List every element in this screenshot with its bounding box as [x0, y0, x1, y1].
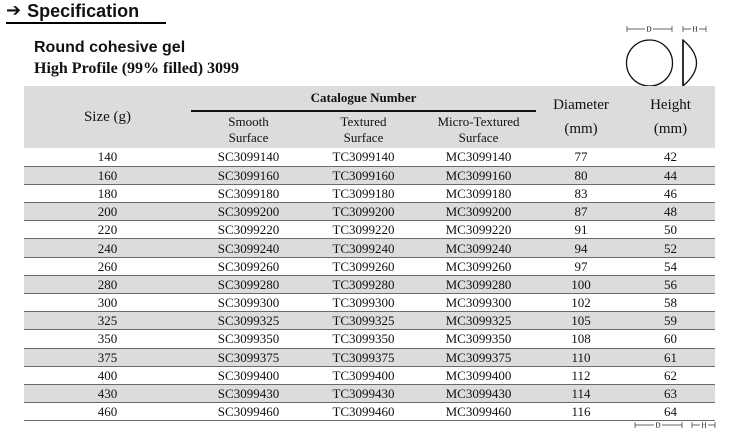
footer-diameter-label: D [655, 421, 661, 430]
textured-cell: TC3099300 [306, 294, 421, 312]
table-header-row [24, 86, 715, 111]
height-cell: 63 [626, 384, 715, 402]
table-row [24, 366, 715, 384]
smooth-cell: SC3099400 [191, 366, 306, 384]
height-cell: 64 [626, 403, 715, 421]
smooth-header-line2: Surface [228, 130, 269, 145]
height-header-unit: (mm) [653, 121, 688, 137]
height-cell: 44 [626, 166, 715, 184]
textured-cell: TC3099180 [306, 184, 421, 202]
height-header-title: Height [650, 97, 691, 113]
smooth-header-line1: Smooth [228, 114, 269, 129]
micro-cell: MC3099240 [421, 239, 536, 257]
table-row [24, 275, 715, 293]
section-heading [6, 0, 166, 24]
textured-cell: TC3099350 [306, 330, 421, 348]
micro-cell: MC3099460 [421, 403, 536, 421]
size-cell: 400 [24, 366, 191, 384]
diameter-cell: 91 [536, 221, 626, 239]
footer-height-label: H [701, 421, 707, 430]
diameter-cell: 110 [536, 348, 626, 366]
micro-cell: MC3099200 [421, 203, 536, 221]
diameter-cell: 83 [536, 184, 626, 202]
size-cell: 140 [24, 148, 191, 166]
table-row [24, 184, 715, 202]
implant-dimension-diagram [622, 22, 712, 88]
table-row [24, 403, 715, 421]
textured-cell: TC3099400 [306, 366, 421, 384]
size-cell: 160 [24, 166, 191, 184]
size-cell: 460 [24, 403, 191, 421]
diameter-cell: 102 [536, 294, 626, 312]
section-heading-label: Specification [27, 1, 140, 21]
micro-cell: MC3099220 [421, 221, 536, 239]
height-cell: 58 [626, 294, 715, 312]
height-label: H [692, 25, 698, 34]
textured-cell: TC3099460 [306, 403, 421, 421]
micro-cell: MC3099280 [421, 275, 536, 293]
table-row [24, 348, 715, 366]
height-cell: 60 [626, 330, 715, 348]
height-cell: 62 [626, 366, 715, 384]
smooth-cell: SC3099325 [191, 312, 306, 330]
table-row [24, 330, 715, 348]
smooth-cell: SC3099180 [191, 184, 306, 202]
diameter-cell: 108 [536, 330, 626, 348]
size-cell: 220 [24, 221, 191, 239]
diameter-cell: 77 [536, 148, 626, 166]
diameter-label: D [646, 25, 652, 34]
diameter-cell: 80 [536, 166, 626, 184]
textured-cell: TC3099220 [306, 221, 421, 239]
smooth-cell: SC3099350 [191, 330, 306, 348]
size-cell: 240 [24, 239, 191, 257]
diameter-cell: 114 [536, 384, 626, 402]
micro-textured-surface-header [421, 111, 536, 148]
implant-side-view [683, 40, 697, 86]
micro-cell: MC3099325 [421, 312, 536, 330]
dimension-diagram-footer [632, 418, 718, 431]
size-cell: 430 [24, 384, 191, 402]
height-cell: 42 [626, 148, 715, 166]
micro-cell: MC3099180 [421, 184, 536, 202]
textured-cell: TC3099430 [306, 384, 421, 402]
size-cell: 375 [24, 348, 191, 366]
smooth-cell: SC3099460 [191, 403, 306, 421]
table-row [24, 294, 715, 312]
size-cell: 325 [24, 312, 191, 330]
smooth-cell: SC3099200 [191, 203, 306, 221]
height-cell: 48 [626, 203, 715, 221]
textured-cell: TC3099200 [306, 203, 421, 221]
diameter-cell: 100 [536, 275, 626, 293]
smooth-cell: SC3099300 [191, 294, 306, 312]
smooth-cell: SC3099140 [191, 148, 306, 166]
table-row [24, 257, 715, 275]
table-row [24, 239, 715, 257]
height-header [626, 86, 715, 148]
table-row [24, 384, 715, 402]
textured-cell: TC3099325 [306, 312, 421, 330]
height-cell: 61 [626, 348, 715, 366]
textured-cell: TC3099160 [306, 166, 421, 184]
smooth-surface-header [191, 111, 306, 148]
height-cell: 56 [626, 275, 715, 293]
table-row [24, 203, 715, 221]
micro-cell: MC3099375 [421, 348, 536, 366]
micro-cell: MC3099400 [421, 366, 536, 384]
diameter-cell: 94 [536, 239, 626, 257]
diameter-cell: 116 [536, 403, 626, 421]
height-cell: 50 [626, 221, 715, 239]
catalogue-number-header: Catalogue Number [191, 86, 536, 111]
implant-front-view [627, 40, 673, 86]
diameter-cell: 97 [536, 257, 626, 275]
table-row [24, 148, 715, 166]
diameter-cell: 105 [536, 312, 626, 330]
height-cell: 54 [626, 257, 715, 275]
size-cell: 300 [24, 294, 191, 312]
smooth-cell: SC3099240 [191, 239, 306, 257]
textured-surface-header [306, 111, 421, 148]
table-row [24, 312, 715, 330]
table-row [24, 166, 715, 184]
micro-cell: MC3099350 [421, 330, 536, 348]
micro-header-line1: Micro-Textured [437, 114, 520, 129]
diameter-header [536, 86, 626, 148]
textured-cell: TC3099260 [306, 257, 421, 275]
height-cell: 46 [626, 184, 715, 202]
textured-cell: TC3099140 [306, 148, 421, 166]
product-subtitle: High Profile (99% filled) 3099 [34, 60, 240, 77]
textured-cell: TC3099375 [306, 348, 421, 366]
smooth-cell: SC3099375 [191, 348, 306, 366]
micro-cell: MC3099140 [421, 148, 536, 166]
textured-cell: TC3099280 [306, 275, 421, 293]
size-cell: 180 [24, 184, 191, 202]
micro-cell: MC3099430 [421, 384, 536, 402]
product-title: Round cohesive gel [34, 39, 186, 56]
diameter-cell: 87 [536, 203, 626, 221]
arrow-right-icon: ➔ [6, 0, 22, 21]
textured-header-line1: Textured [340, 114, 387, 129]
micro-cell: MC3099300 [421, 294, 536, 312]
smooth-cell: SC3099430 [191, 384, 306, 402]
height-cell: 59 [626, 312, 715, 330]
micro-header-line2: Surface [458, 130, 499, 145]
smooth-cell: SC3099260 [191, 257, 306, 275]
smooth-cell: SC3099220 [191, 221, 306, 239]
size-cell: 200 [24, 203, 191, 221]
micro-cell: MC3099160 [421, 166, 536, 184]
smooth-cell: SC3099160 [191, 166, 306, 184]
diameter-header-unit: (mm) [564, 121, 598, 137]
textured-cell: TC3099240 [306, 239, 421, 257]
size-cell: 280 [24, 275, 191, 293]
diameter-cell: 112 [536, 366, 626, 384]
textured-header-line2: Surface [343, 130, 384, 145]
height-cell: 52 [626, 239, 715, 257]
diameter-header-title: Diameter [553, 97, 609, 113]
specification-table [24, 86, 715, 421]
micro-cell: MC3099260 [421, 257, 536, 275]
size-cell: 350 [24, 330, 191, 348]
smooth-cell: SC3099280 [191, 275, 306, 293]
size-header: Size (g) [24, 86, 191, 148]
table-row [24, 221, 715, 239]
size-cell: 260 [24, 257, 191, 275]
